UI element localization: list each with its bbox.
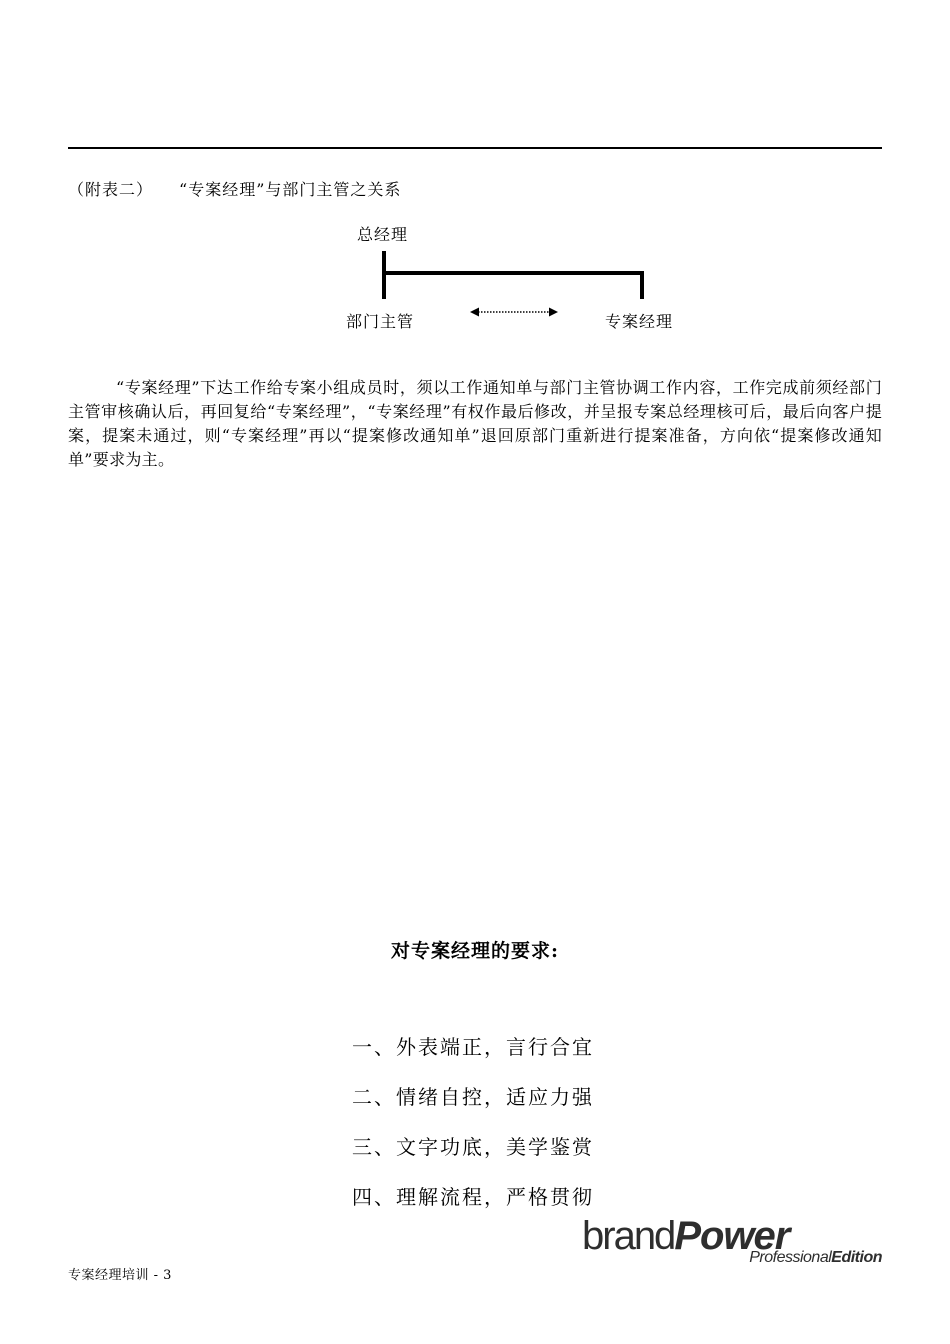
requirement-item: 三、文字功底，美学鉴赏 — [352, 1135, 594, 1159]
requirement-item: 二、情绪自控，适应力强 — [352, 1085, 594, 1109]
caption-label: （附表二） — [68, 180, 154, 199]
caption-title: “专案经理”与部门主管之关系 — [179, 180, 402, 199]
double-arrow-icon — [470, 306, 558, 318]
logo-professional: Professional — [749, 1249, 832, 1266]
node-general-manager: 总经理 — [357, 225, 409, 244]
page-footer: 专案经理培训 - 3 — [68, 1268, 172, 1283]
logo-power: Power — [674, 1214, 790, 1258]
table-caption — [68, 177, 401, 200]
requirement-item: 一、外表端正，言行合宜 — [352, 1035, 594, 1059]
logo-edition — [749, 1248, 882, 1268]
header-rule — [68, 147, 882, 149]
requirement-item: 四、理解流程，严格贯彻 — [352, 1185, 594, 1209]
org-line-vertical-right — [640, 271, 644, 299]
requirements-list — [352, 1032, 594, 1232]
logo-edition-word: Edition — [831, 1249, 882, 1266]
requirements-title: 对专案经理的要求: — [390, 940, 559, 962]
org-line-vertical-left — [382, 251, 386, 299]
node-department-head: 部门主管 — [346, 312, 415, 331]
org-line-horizontal — [382, 271, 644, 275]
logo-brand: brand — [582, 1214, 675, 1258]
brandpower-logo — [582, 1212, 882, 1272]
description-paragraph: “专案经理”下达工作给专案小组成员时，须以工作通知单与部门主管协调工作内容，工作完成前须经部门主管审核确认后，再回复给“专案经理”，“专案经理”有权作最后修改，并呈报专案总经理核可后，最后向客户提案，提案未通过，则“专案经理”再以“提案修改通知单”退回原部门重新进行提案准备，方向依“提案修改通知单”要求为主。 — [68, 378, 882, 469]
node-project-manager: 专案经理 — [605, 312, 674, 331]
